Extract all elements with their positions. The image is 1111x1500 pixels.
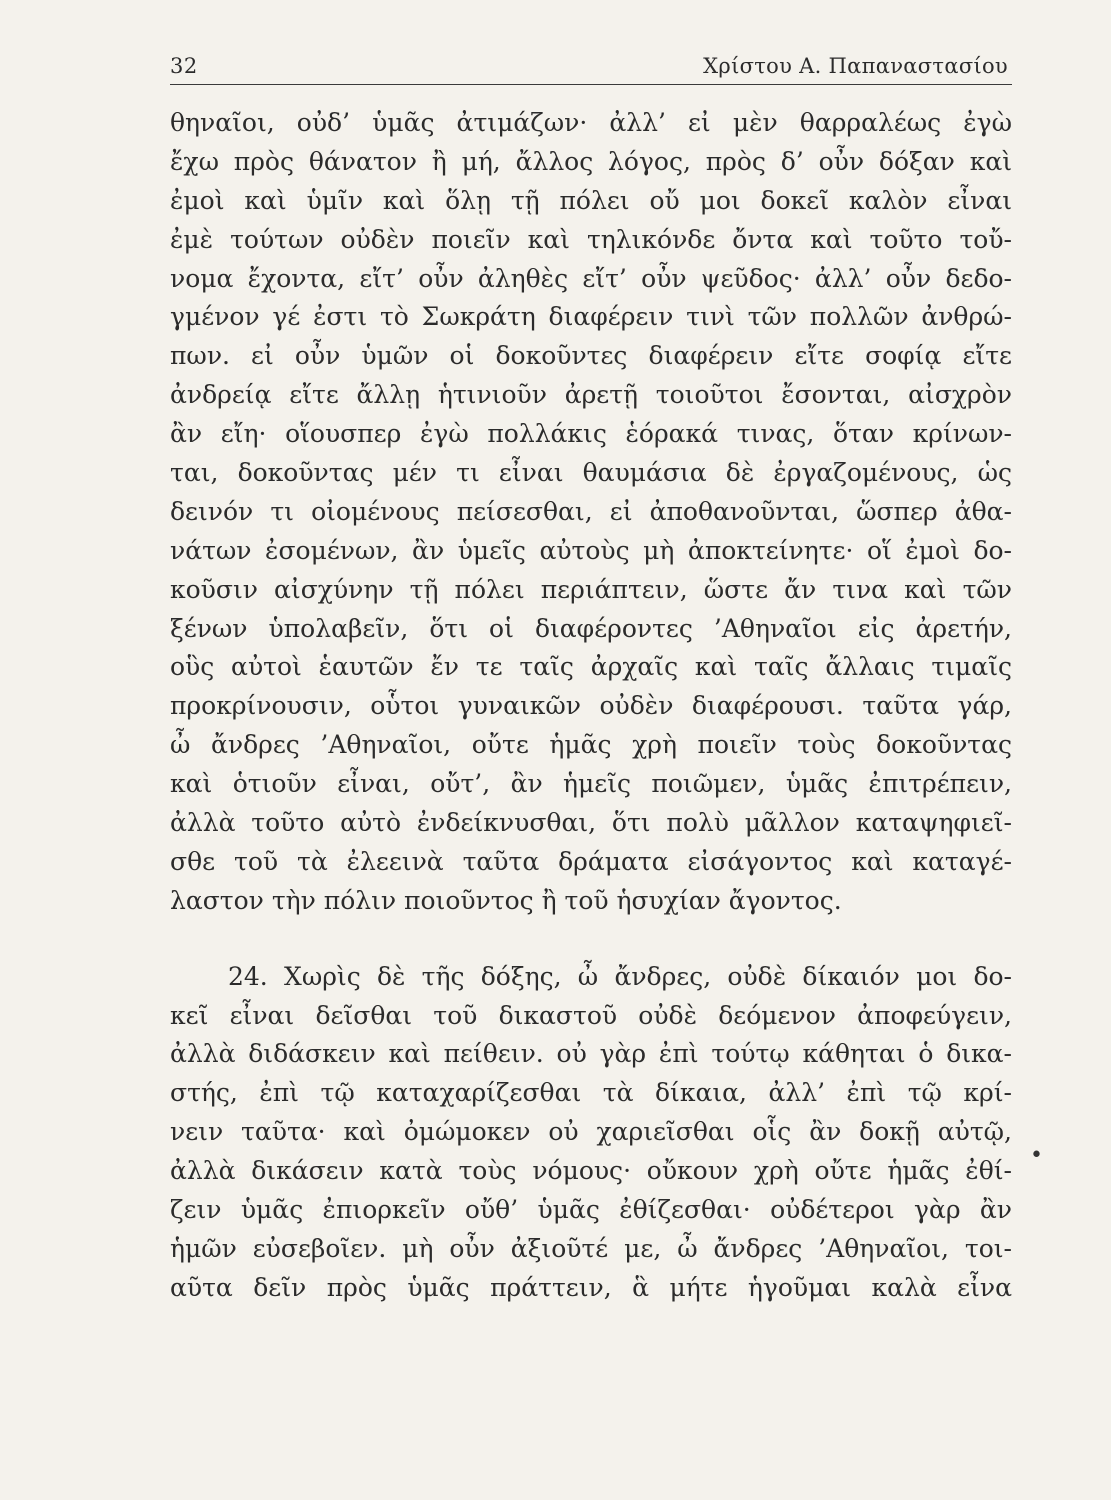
text-line: 24. Χωρὶς δὲ τῆς δόξης, ὦ ἄνδρες, οὐδὲ δίκαιόν μοι δο- bbox=[228, 961, 1012, 991]
body-text bbox=[170, 104, 1012, 1308]
text-line: στής, ἐπὶ τῷ καταχαρίζεσθαι τὰ δίκαια, ἀλλ’ ἐπὶ τῷ κρί- bbox=[170, 1078, 1012, 1108]
page-header bbox=[170, 52, 1012, 85]
text-line: ται, δοκοῦντας μέν τι εἶναι θαυμάσια δὲ ἐργαζομένους, ὡς bbox=[170, 458, 1012, 488]
text-line: ἔχω πρὸς θάνατον ἢ μή, ἄλλος λόγος, πρὸς δ’ οὖν δόξαν καὶ bbox=[170, 146, 1012, 176]
text-line: ἐμὲ τούτων οὐδὲν ποιεῖν καὶ τηλικόνδε ὄντα καὶ τοῦτο τοὔ- bbox=[170, 224, 1012, 254]
text-line: ἡμῶν εὐσεβοῖεν. μὴ οὖν ἀξιοῦτέ με, ὦ ἄνδρες ’Αθηναῖοι, τοι- bbox=[170, 1233, 1012, 1263]
text-line: νειν ταῦτα· καὶ ὀμώμοκεν οὐ χαριεῖσθαι οἷς ἂν δοκῇ αὐτῷ, bbox=[170, 1117, 1012, 1147]
page-number: 32 bbox=[170, 54, 198, 78]
text-line: κεῖ εἶναι δεῖσθαι τοῦ δικαστοῦ οὐδὲ δεόμενον ἀποφεύγειν, bbox=[170, 1000, 1012, 1030]
text-line: πων. εἰ οὖν ὑμῶν οἱ δοκοῦντες διαφέρειν εἴτε σοφίᾳ εἴτε bbox=[170, 341, 1012, 371]
text-line: ἀλλὰ δικάσειν κατὰ τοὺς νόμους· οὔκουν χρὴ οὔτε ἡμᾶς ἐθί- bbox=[170, 1156, 1012, 1186]
text-line: λαστον τὴν πόλιν ποιοῦντος ἢ τοῦ ἡσυχίαν ἄγοντος. bbox=[170, 885, 842, 915]
margin-mark: • bbox=[1030, 1143, 1043, 1168]
text-line: ἀλλὰ τοῦτο αὐτὸ ἐνδείκνυσθαι, ὅτι πολὺ μᾶλλον καταψηφιεῖ- bbox=[170, 808, 1012, 838]
paragraph-gap bbox=[170, 921, 1012, 958]
text-line: ξένων ὑπολαβεῖν, ὅτι οἱ διαφέροντες ’Αθηναῖοι εἰς ἀρετήν, bbox=[170, 613, 1012, 643]
text-line: ἀλλὰ διδάσκειν καὶ πείθειν. οὐ γὰρ ἐπὶ τούτῳ κάθηται ὁ δικα- bbox=[170, 1039, 1012, 1069]
text-line: σθε τοῦ τὰ ἐλεεινὰ ταῦτα δράματα εἰσάγοντος καὶ καταγέ- bbox=[170, 846, 1012, 876]
text-line: αῦτα δεῖν πρὸς ὑμᾶς πράττειν, ἃ μήτε ἡγοῦμαι καλὰ εἶνα bbox=[170, 1272, 1012, 1302]
text-line: ζειν ὑμᾶς ἐπιορκεῖν οὔθ’ ὑμᾶς ἐθίζεσθαι· οὐδέτεροι γὰρ ἂν bbox=[170, 1195, 1012, 1225]
text-line: νάτων ἐσομένων, ἂν ὑμεῖς αὐτοὺς μὴ ἀποκτείνητε· οἵ ἐμοὶ δο- bbox=[170, 535, 1012, 565]
running-title: Χρίστου Α. Παπαναστασίου bbox=[703, 54, 1008, 78]
text-line: νομα ἔχοντα, εἴτ’ οὖν ἀληθὲς εἴτ’ οὖν ψεῦδος· ἀλλ’ οὖν δεδο- bbox=[170, 263, 1012, 293]
paragraph bbox=[170, 104, 1012, 921]
text-line: γμένον γέ ἐστι τὸ Σωκράτη διαφέρειν τινὶ τῶν πολλῶν ἀνθρώ- bbox=[170, 302, 1012, 332]
text-line: ὦ ἄνδρες ’Αθηναῖοι, οὔτε ἡμᾶς χρὴ ποιεῖν τοὺς δοκοῦντας bbox=[170, 730, 1012, 760]
text-line: κοῦσιν αἰσχύνην τῇ πόλει περιάπτειν, ὥστε ἄν τινα καὶ τῶν bbox=[170, 574, 1012, 604]
text-line: οὓς αὐτοὶ ἑαυτῶν ἔν τε ταῖς ἀρχαῖς καὶ ταῖς ἄλλαις τιμαῖς bbox=[170, 652, 1012, 682]
text-line: ἐμοὶ καὶ ὑμῖν καὶ ὅλῃ τῇ πόλει οὔ μοι δοκεῖ καλὸν εἶναι bbox=[170, 185, 1012, 215]
text-line: ἀνδρείᾳ εἴτε ἄλλῃ ἡτινιοῦν ἀρετῇ τοιοῦτοι ἔσονται, αἰσχρὸν bbox=[170, 380, 1012, 410]
text-line: προκρίνουσιν, οὗτοι γυναικῶν οὐδὲν διαφέρουσι. ταῦτα γάρ, bbox=[170, 691, 1012, 721]
paragraph bbox=[170, 958, 1012, 1308]
text-line: καὶ ὁτιοῦν εἶναι, οὔτ’, ἂν ἡμεῖς ποιῶμεν, ὑμᾶς ἐπιτρέπειν, bbox=[170, 769, 1012, 799]
text-line: δεινόν τι οἰομένους πείσεσθαι, εἰ ἀποθανοῦνται, ὥσπερ ἀθα- bbox=[170, 496, 1012, 526]
text-line: ἂν εἴη· οἵουσπερ ἐγὼ πολλάκις ἑόρακά τινας, ὅταν κρίνων- bbox=[170, 419, 1012, 449]
text-line: θηναῖοι, οὐδ’ ὑμᾶς ἀτιμάζων· ἀλλ’ εἰ μὲν θαρραλέως ἐγὼ bbox=[170, 108, 1012, 137]
